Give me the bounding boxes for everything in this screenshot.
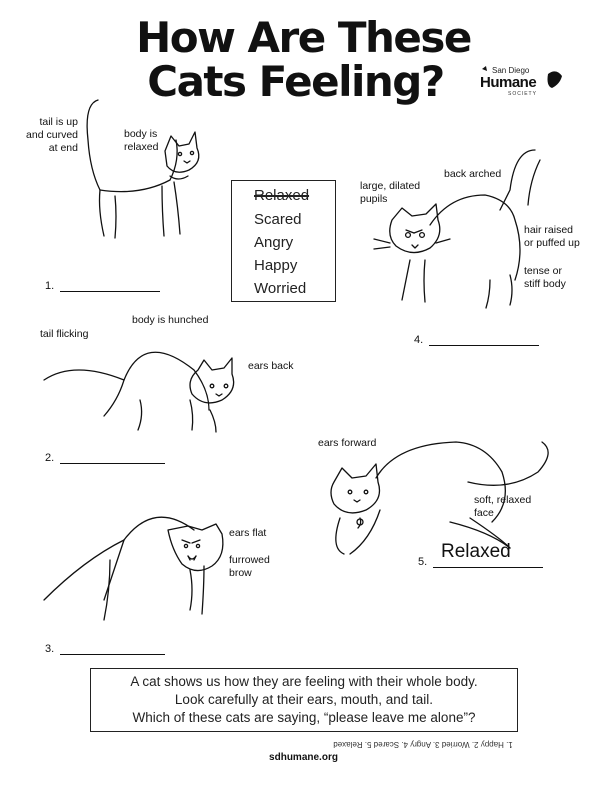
humane-society-logo	[478, 66, 568, 102]
word-scared: Scared	[254, 211, 302, 228]
cat5-relaxed-illustration	[320, 440, 550, 570]
cat3-angry-illustration	[40, 500, 230, 625]
instruction-box	[90, 668, 518, 732]
cat5-answer-text: Relaxed	[441, 541, 511, 562]
cat4-scared-illustration	[370, 145, 530, 320]
word-relaxed: Relaxed	[254, 187, 310, 204]
instruction-line-3: Which of these cats are saying, “please leave me alone”?	[132, 710, 476, 725]
logo-animal-icon	[478, 66, 568, 102]
cat3-answer-blank[interactable]: 3.	[45, 643, 165, 655]
cat5-label-face: soft, relaxed face	[474, 494, 532, 519]
word-worried: Worried	[254, 280, 307, 297]
logo-main-text: Humane	[480, 74, 537, 91]
cat3-label-brow: furrowed brow	[229, 554, 270, 579]
answer-key-upside-down: 1. Happy 2. Worried 3. Angry 4. Scared 5. Relaxed	[333, 740, 513, 749]
cat4-label-tense: tense or stiff body	[524, 265, 566, 290]
instruction-line-1: A cat shows us how they are feeling with their whole body.	[130, 674, 478, 689]
cat2-label-tail: tail flicking	[40, 328, 89, 340]
cat1-happy-illustration	[70, 96, 220, 246]
logo-top-text: San Diego	[492, 66, 530, 75]
cat2-label-body: body is hunched	[132, 314, 209, 326]
cat2-worried-illustration	[40, 330, 250, 440]
cat1-label-body: body is relaxed	[124, 128, 159, 153]
cat2-label-ears: ears back	[248, 360, 294, 372]
word-happy: Happy	[254, 257, 298, 274]
cat4-answer-blank[interactable]: 4.	[414, 334, 539, 346]
cat5-answer-blank[interactable]: 5.	[418, 556, 543, 568]
logo-bottom-text: SOCIETY	[508, 91, 537, 97]
cat5-label-ears: ears forward	[318, 437, 377, 449]
worksheet-title-line-2: Cats Feeling?	[147, 57, 444, 106]
word-bank	[231, 180, 336, 302]
cat4-label-back: back arched	[444, 168, 502, 180]
word-angry: Angry	[254, 234, 294, 251]
cat4-label-pupils: large, dilated pupils	[360, 180, 421, 205]
cat2-answer-blank[interactable]: 2.	[45, 452, 165, 464]
cat4-label-hair: hair raised or puffed up	[524, 224, 580, 249]
cat1-label-tail: tail is up and curved at end	[26, 116, 78, 154]
website-link[interactable]: sdhumane.org	[269, 752, 338, 763]
cat3-label-ears: ears flat	[229, 527, 267, 539]
cat1-answer-blank[interactable]: 1.	[45, 280, 160, 292]
worksheet-title-line-1: How Are These	[136, 13, 471, 62]
instruction-line-2: Look carefully at their ears, mouth, and tail.	[174, 692, 434, 707]
